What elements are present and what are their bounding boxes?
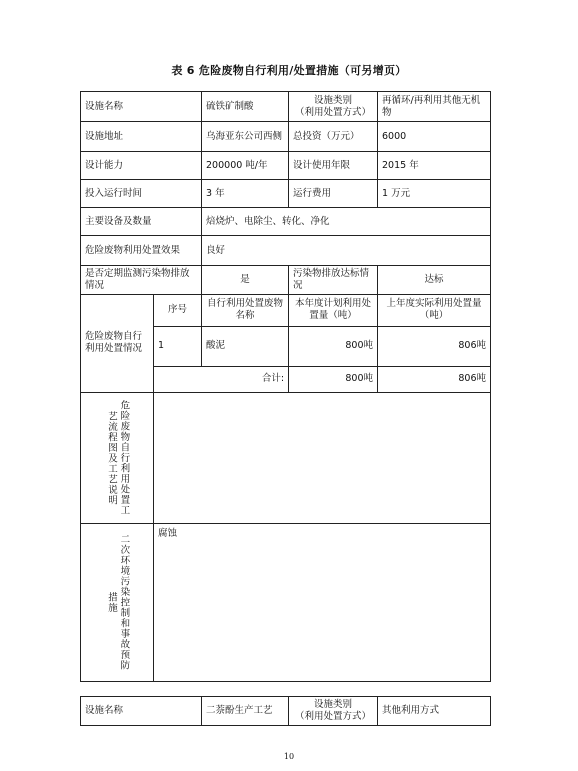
investment-value: 6000 — [378, 122, 491, 152]
process-label: 危险废物自行利用处置工艺流程图及工艺说明 — [106, 400, 130, 516]
facility2-name-label: 设施名称 — [81, 697, 202, 726]
facility2-type-label: 设施类别 （利用处置方式） — [289, 697, 378, 726]
address-value: 乌海亚东公司西侧 — [202, 122, 289, 152]
process-label-cell — [81, 392, 154, 523]
design-life-label: 设计使用年限 — [289, 152, 378, 180]
row-waste-name: 酸泥 — [202, 326, 289, 366]
total-planned: 800吨 — [289, 366, 378, 392]
self-use-label: 危险废物自行利用处置情况 — [81, 294, 154, 392]
facility-name-value: 硫铁矿制酸 — [202, 92, 289, 122]
row-planned: 800吨 — [289, 326, 378, 366]
row-actual: 806吨 — [378, 326, 491, 366]
facility2-type-value: 其他利用方式 — [378, 697, 491, 726]
monitoring-value: 是 — [202, 266, 289, 295]
equipment-label: 主要设备及数量 — [81, 208, 202, 236]
capacity-value: 200000 吨/年 — [202, 152, 289, 180]
equipment-value: 焙烧炉、电除尘、转化、净化 — [202, 208, 491, 236]
operation-time-value: 3 年 — [202, 180, 289, 208]
actual-header: 上年度实际利用处置量（吨） — [378, 294, 491, 326]
effect-label: 危险废物利用处置效果 — [81, 236, 202, 266]
facility-table-2 — [80, 696, 491, 726]
facility-name-label: 设施名称 — [81, 92, 202, 122]
pollution-label-cell — [81, 523, 154, 681]
address-label: 设施地址 — [81, 122, 202, 152]
waste-name-header: 自行利用处置废物名称 — [202, 294, 289, 326]
planned-header: 本年度计划利用处置量（吨） — [289, 294, 378, 326]
facility-type-value: 再循环/再利用其他无机物 — [378, 92, 491, 122]
process-content — [154, 392, 491, 523]
pollution-content: 腐蚀 — [154, 523, 491, 681]
effect-value: 良好 — [202, 236, 491, 266]
pollution-label: 二次环境污染控制和事故预防措施 — [106, 534, 130, 671]
emission-value: 达标 — [378, 266, 491, 295]
total-label: 合计: — [154, 366, 289, 392]
facility-type-label: 设施类别 （利用处置方式） — [289, 92, 378, 122]
total-actual: 806吨 — [378, 366, 491, 392]
operation-time-label: 投入运行时间 — [81, 180, 202, 208]
table-title: 表 6 危险废物自行利用/处置措施（可另增页） — [171, 64, 407, 77]
facility2-name-value: 二萘酚生产工艺 — [202, 697, 289, 726]
monitoring-label: 是否定期监测污染物排放情况 — [81, 266, 202, 295]
design-life-value: 2015 年 — [378, 152, 491, 180]
investment-label: 总投资（万元） — [289, 122, 378, 152]
row-seq: 1 — [154, 326, 202, 366]
page-number: 10 — [283, 752, 295, 761]
operating-cost-label: 运行费用 — [289, 180, 378, 208]
hazardous-waste-table — [80, 91, 491, 682]
emission-label: 污染物排放达标情况 — [289, 266, 378, 295]
operating-cost-value: 1 万元 — [378, 180, 491, 208]
seq-header: 序号 — [154, 294, 202, 326]
capacity-label: 设计能力 — [81, 152, 202, 180]
